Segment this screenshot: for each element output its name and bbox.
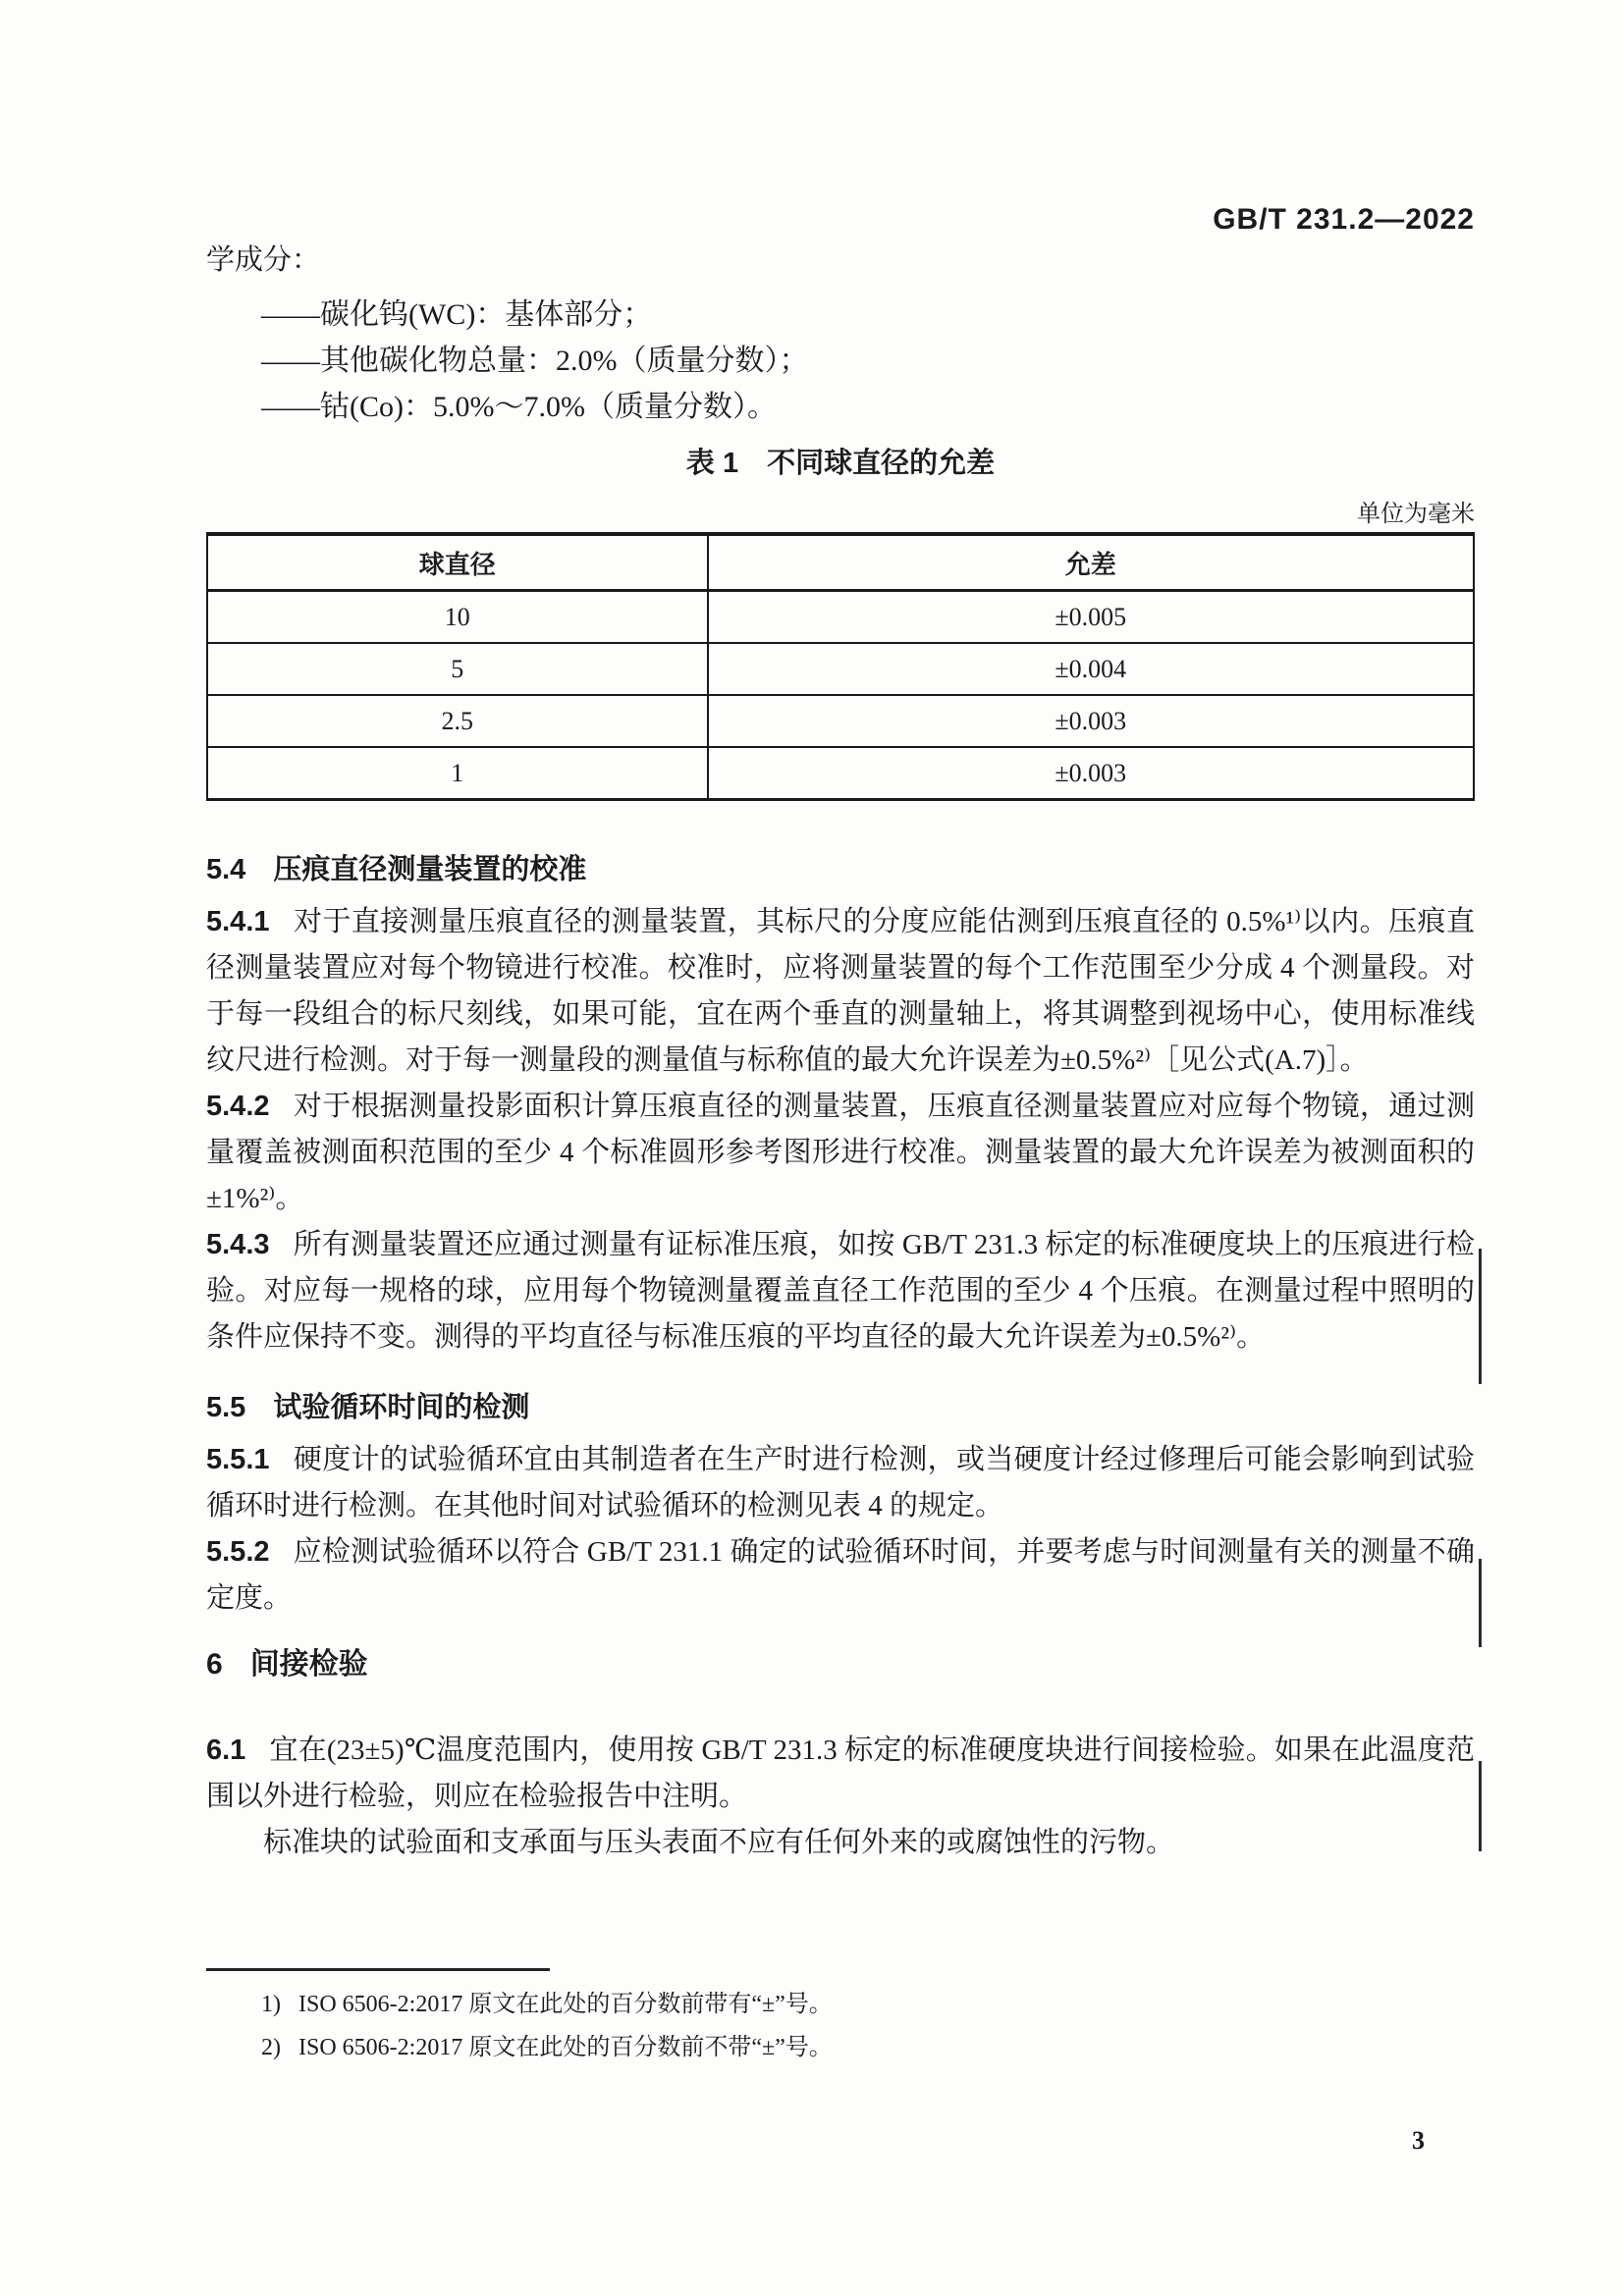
cell-diameter: 10 (207, 591, 708, 644)
section-number: 5.4 (206, 854, 246, 885)
section-heading-5-4 (206, 852, 1475, 887)
revision-bar (1479, 1761, 1482, 1851)
cell-tolerance: ±0.005 (708, 591, 1474, 644)
clause-5-4-1 (206, 899, 1475, 1084)
clause-text: 对于根据测量投影面积计算压痕直径的测量装置，压痕直径测量装置应对应每个物镜，通过测量覆盖被测面积范围的至少 4 个标准圆形参考图形进行校准。测量装置的最大允许误差为被测面积的±1%²⁾。 (206, 1091, 1475, 1214)
revision-bar (1479, 1559, 1482, 1647)
clause-5-5-1 (206, 1437, 1475, 1529)
composition-list (206, 292, 1475, 430)
section-title: 压痕直径测量装置的校准 (273, 854, 587, 885)
clause-number: 5.4.3 (206, 1229, 270, 1260)
list-item: ——其他碳化物总量：2.0%（质量分数）； (261, 345, 809, 377)
clause-number: 5.4.1 (206, 906, 270, 937)
section-heading-5-5 (206, 1390, 1475, 1425)
standard-number: GB/T 231.2—2022 (1213, 203, 1475, 236)
clause-5-4-3 (206, 1222, 1475, 1361)
list-item: ——碳化钨(WC)：基体部分； (261, 298, 653, 331)
section-title: 试验循环时间的检测 (273, 1392, 530, 1423)
cell-tolerance: ±0.004 (708, 643, 1474, 695)
clause-text: 对于直接测量压痕直径的测量装置，其标尺的分度应能估测到压痕直径的 0.5%¹⁾以内。压痕直径测量装置应对每个物镜进行校准。校准时，应将测量装置的每个工作范围至少分成 4 个测量段。对于每一段组合的标尺刻线，如果可能，宜在两个垂直的测量轴上，将其调整到视场中心，使用标准线纹尺进行检测。对于每一测量段的测量值与标称值的最大允许误差为±0.5%²⁾［见公式(A.7)］。 (206, 906, 1475, 1076)
clause-text: 宜在(23±5)℃温度范围内，使用按 GB/T 231.3 标定的标准硬度块进行间接检验。如果在此温度范围以外进行检验，则应在检验报告中注明。 (206, 1735, 1475, 1812)
cell-diameter: 2.5 (207, 695, 708, 747)
cell-diameter: 5 (207, 643, 708, 695)
table-row (207, 591, 1474, 644)
table-caption: 表 1 不同球直径的允差 (685, 448, 996, 479)
cell-tolerance: ±0.003 (708, 747, 1474, 800)
footnote-2 (206, 2032, 1475, 2063)
footnote-1 (206, 1989, 1475, 2020)
clause-6-1-continuation: 标准块的试验面和支承面与压头表面不应有任何外来的或腐蚀性的污物。 (263, 1827, 1175, 1858)
intro-lead: 学成分： (206, 244, 321, 276)
footnote-text: ISO 6506-2:2017 原文在此处的百分数前带有“±”号。 (298, 1992, 833, 2017)
table-unit-note: 单位为毫米 (1357, 502, 1475, 527)
clause-number: 5.4.2 (206, 1091, 270, 1122)
revision-bar (1479, 1249, 1482, 1384)
column-header-ball-diameter: 球直径 (207, 534, 708, 591)
section-number: 5.5 (206, 1392, 246, 1423)
page-number: 3 (1412, 2126, 1425, 2155)
page-content (206, 0, 1475, 2063)
footnote-marker: 2) (261, 2035, 281, 2060)
table-row (207, 643, 1474, 695)
table-row (207, 747, 1474, 800)
section-number: 6 (206, 1648, 223, 1681)
list-item: ——钴(Co)：5.0%～7.0%（质量分数）。 (261, 391, 777, 423)
section-title: 间接检验 (249, 1648, 368, 1681)
footnote-divider (206, 1968, 550, 1971)
footnotes (206, 1989, 1475, 2063)
cell-tolerance: ±0.003 (708, 695, 1474, 747)
clause-6-1 (206, 1728, 1475, 1820)
clause-5-5-2 (206, 1529, 1475, 1622)
section-heading-6 (206, 1647, 1475, 1682)
clause-text: 应检测试验循环以符合 GB/T 231.1 确定的试验循环时间，并要考虑与时间测量有关的测量不确定度。 (206, 1536, 1475, 1614)
table-header-row (207, 534, 1474, 591)
footnote-text: ISO 6506-2:2017 原文在此处的百分数前不带“±”号。 (298, 2035, 833, 2060)
column-header-tolerance: 允差 (708, 534, 1474, 591)
clause-5-4-2 (206, 1084, 1475, 1222)
tolerance-table (206, 532, 1475, 801)
clause-text: 硬度计的试验循环宜由其制造者在生产时进行检测，或当硬度计经过修理后可能会影响到试验循环时进行检测。在其他时间对试验循环的检测见表 4 的规定。 (206, 1444, 1475, 1522)
clause-number: 5.5.2 (206, 1536, 270, 1568)
clause-number: 5.5.1 (206, 1444, 270, 1475)
footnote-marker: 1) (261, 1992, 281, 2017)
table-row (207, 695, 1474, 747)
cell-diameter: 1 (207, 747, 708, 800)
clause-text: 所有测量装置还应通过测量有证标准压痕，如按 GB/T 231.3 标定的标准硬度块上的压痕进行检验。对应每一规格的球，应用每个物镜测量覆盖直径工作范围的至少 4 个压痕。在测量过程中照明的条件应保持不变。测得的平均直径与标准压痕的平均直径的最大允许误差为±0.5%²⁾。 (206, 1229, 1475, 1353)
clause-number: 6.1 (206, 1735, 246, 1766)
